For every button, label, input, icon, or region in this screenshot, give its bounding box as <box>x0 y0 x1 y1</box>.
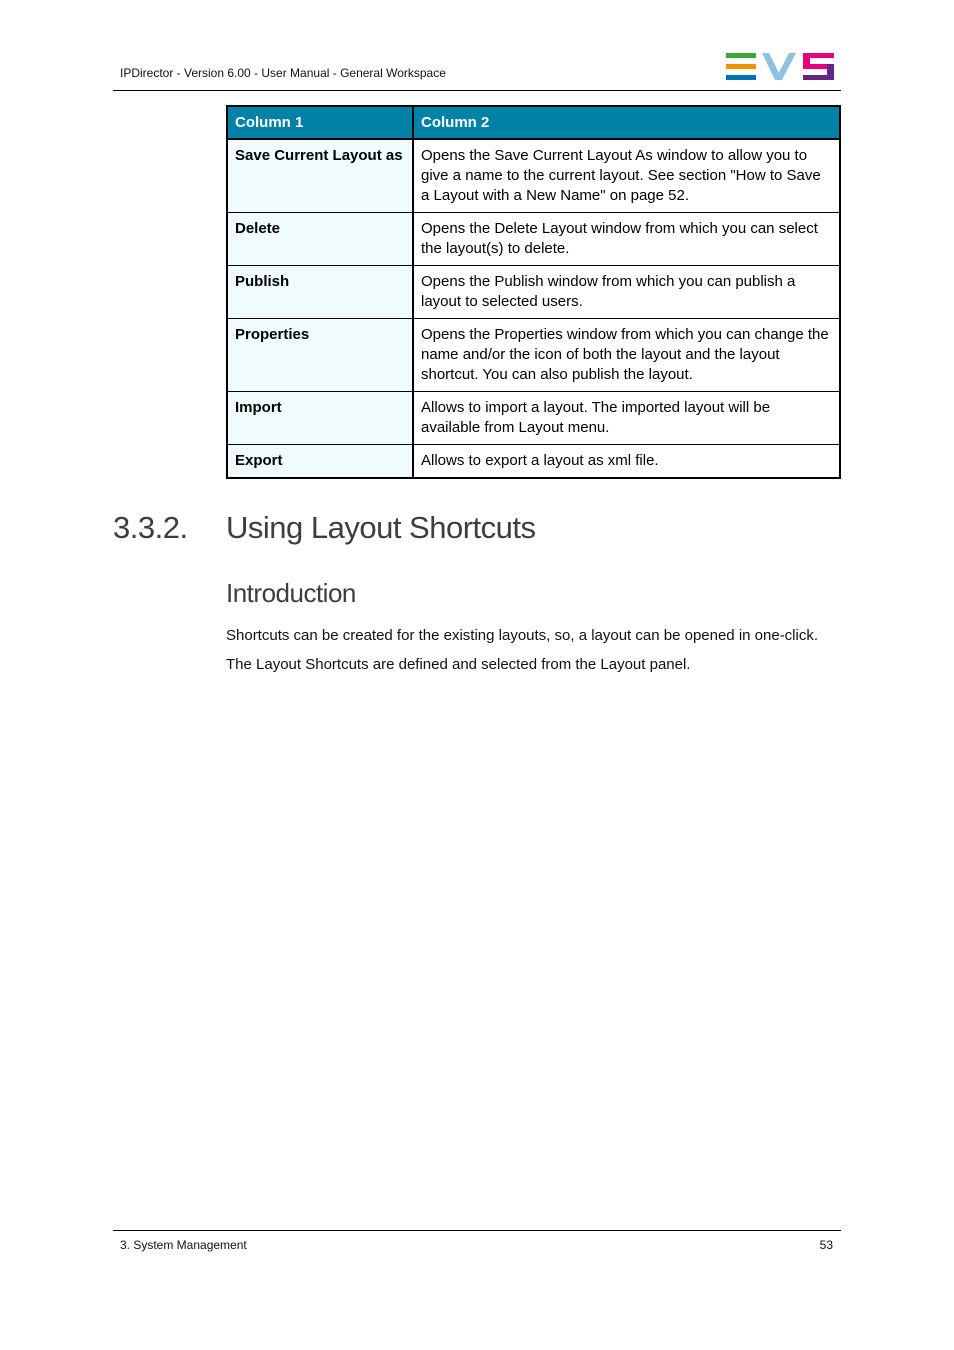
table-header-row <box>227 106 840 139</box>
row-label: Save Current Layout as <box>227 139 413 213</box>
logo-e-bar-top <box>726 53 756 58</box>
row-label: Properties <box>227 319 413 392</box>
logo-e-bar-middle <box>726 64 756 69</box>
row-label: Delete <box>227 213 413 266</box>
column-1-header: Column 1 <box>227 106 413 139</box>
table-row <box>227 266 840 319</box>
footer-rule <box>113 1230 841 1231</box>
logo-e-bar-bottom <box>726 75 756 80</box>
layout-menu-table <box>226 105 841 479</box>
header-rule <box>113 90 841 91</box>
running-header: IPDirector - Version 6.00 - User Manual - General Workspace <box>120 66 446 80</box>
table-row <box>227 139 840 213</box>
subsection-heading: Introduction <box>226 578 356 608</box>
row-description: Opens the Delete Layout window from which you can select the layout(s) to delete. <box>413 213 840 266</box>
table-row <box>227 213 840 266</box>
evs-logo <box>726 53 834 81</box>
column-2-header: Column 2 <box>413 106 840 139</box>
row-description: Allows to import a layout. The imported layout will be available from Layout menu. <box>413 392 840 445</box>
page-number: 53 <box>819 1238 833 1252</box>
row-label: Publish <box>227 266 413 319</box>
logo-v-left <box>762 53 779 80</box>
paragraph: The Layout Shortcuts are defined and selected from the Layout panel. <box>226 656 691 673</box>
section-heading <box>113 510 536 546</box>
table-row <box>227 392 840 445</box>
row-description: Opens the Save Current Layout As window to allow you to give a name to the current layout. See section "How to Save a Layout with a New Name" on page 52. <box>413 139 840 213</box>
row-description: Allows to export a layout as xml file. <box>413 445 840 479</box>
table-row <box>227 319 840 392</box>
paragraph: Shortcuts can be created for the existing layouts, so, a layout can be opened in one-click. <box>226 627 819 644</box>
logo-v-right <box>775 53 796 80</box>
row-description: Opens the Properties window from which you can change the name and/or the icon of both the layout and the layout shortcut. You can also publish the layout. <box>413 319 840 392</box>
section-number: 3.3.2. <box>113 510 188 545</box>
footer-chapter: 3. System Management <box>120 1238 247 1252</box>
row-label: Export <box>227 445 413 479</box>
section-title: Using Layout Shortcuts <box>226 510 536 545</box>
logo-s-bottom <box>803 75 834 80</box>
row-description: Opens the Publish window from which you can publish a layout to selected users. <box>413 266 840 319</box>
table-row <box>227 445 840 479</box>
row-label: Import <box>227 392 413 445</box>
